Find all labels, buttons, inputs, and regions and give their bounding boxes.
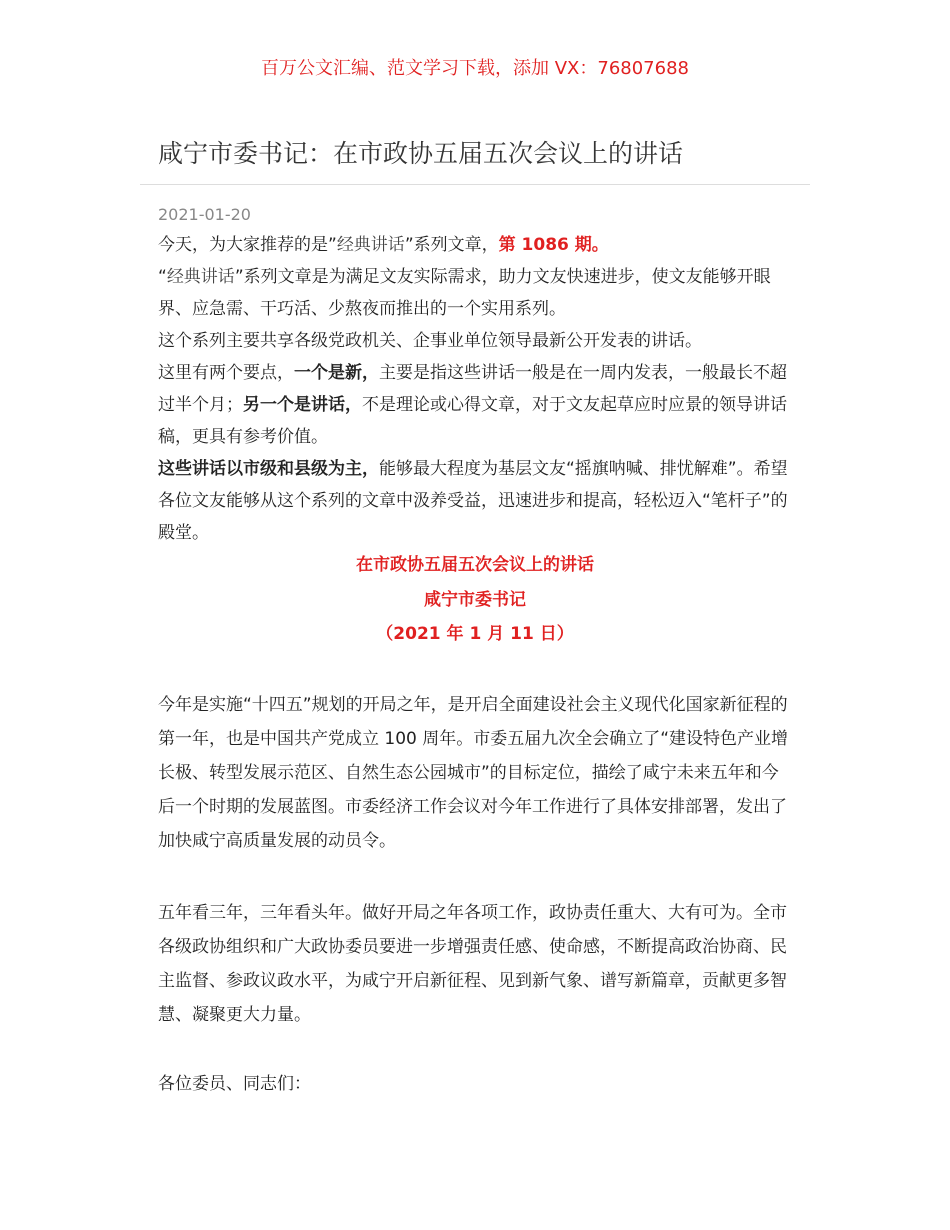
intro-line-4-a: 这里有两个要点， xyxy=(158,363,294,383)
article-title: 咸宁市委书记：在市政协五届五次会议上的讲话 xyxy=(158,139,684,168)
series-name-2: 经典讲话 xyxy=(166,267,235,287)
series-name: 经典讲话 xyxy=(336,235,405,255)
intro-line-1-middle: ”系列文章， xyxy=(404,235,499,255)
speech-date: （2021 年 1 月 11 日） xyxy=(376,624,574,644)
issue-number: 第 1086 期。 xyxy=(498,235,609,255)
speech-title: 在市政协五届五次会议上的讲话 xyxy=(356,555,594,575)
intro-line-4 xyxy=(158,357,794,453)
promo-banner: 百万公文汇编、范文学习下载，添加 VX：76807688 xyxy=(261,58,689,79)
intro-line-2 xyxy=(158,261,794,325)
title-divider xyxy=(140,184,810,185)
intro-section xyxy=(158,229,794,549)
point-two: 另一个是讲话， xyxy=(243,395,362,415)
intro-line-4-c: 主要是指这些讲话一般是在一周内发表，一般最长不超过半个月； xyxy=(158,363,787,415)
level-focus: 这些讲话以市级和县级为主， xyxy=(158,459,379,479)
intro-line-1-prefix: 今天，为大家推荐的是” xyxy=(158,235,337,255)
intro-line-3: 这个系列主要共享各级党政机关、企事业单位领导最新公开发表的讲话。 xyxy=(158,331,702,351)
intro-line-1 xyxy=(158,229,794,261)
point-one: 一个是新， xyxy=(294,363,379,383)
speech-speaker: 咸宁市委书记 xyxy=(424,590,526,610)
intro-line-2-prefix: “ xyxy=(158,267,167,287)
intro-line-2-rest: ”系列文章是为满足文友实际需求，助力文友快速进步，使文友能够开眼界、应急需、干巧活、少熬夜而推出的一个实用系列。 xyxy=(158,267,771,319)
article-date: 2021-01-20 xyxy=(158,205,251,224)
intro-line-5-b: 能够最大程度为基层文友“摇旗呐喊、排忧解难”。希望各位文友能够从这个系列的文章中汲养受益，迅速进步和提高，轻松迈入“笔杆子”的殿堂。 xyxy=(158,459,788,543)
body-paragraph-3: 各位委员、同志们： xyxy=(158,1074,311,1094)
body-paragraph-2: 五年看三年，三年看头年。做好开局之年各项工作，政协责任重大、大有可为。全市各级政协组织和广大政协委员要进一步增强责任感、使命感，不断提高政治协商、民主监督、参政议政水平，为咸宁开启新征程、见到新气象、谱写新篇章，贡献更多智慧、凝聚更大力量。 xyxy=(158,903,787,1025)
body-paragraph-1: 今年是实施“十四五”规划的开局之年，是开启全面建设社会主义现代化国家新征程的第一年，也是中国共产党成立 100 周年。市委五届九次全会确立了“建设特色产业增长极、转型发展示范区、自然生态公园城市”的目标定位，描绘了咸宁未来五年和今后一个时期的发展蓝图。市委经济工作会议对今年工作进行了具体安排部署，发出了加快咸宁高质量发展的动员令。 xyxy=(158,695,789,851)
intro-line-5 xyxy=(158,453,794,549)
intro-line-4-e: 不是理论或心得文章，对于文友起草应时应景的领导讲话稿，更具有参考价值。 xyxy=(158,395,787,447)
